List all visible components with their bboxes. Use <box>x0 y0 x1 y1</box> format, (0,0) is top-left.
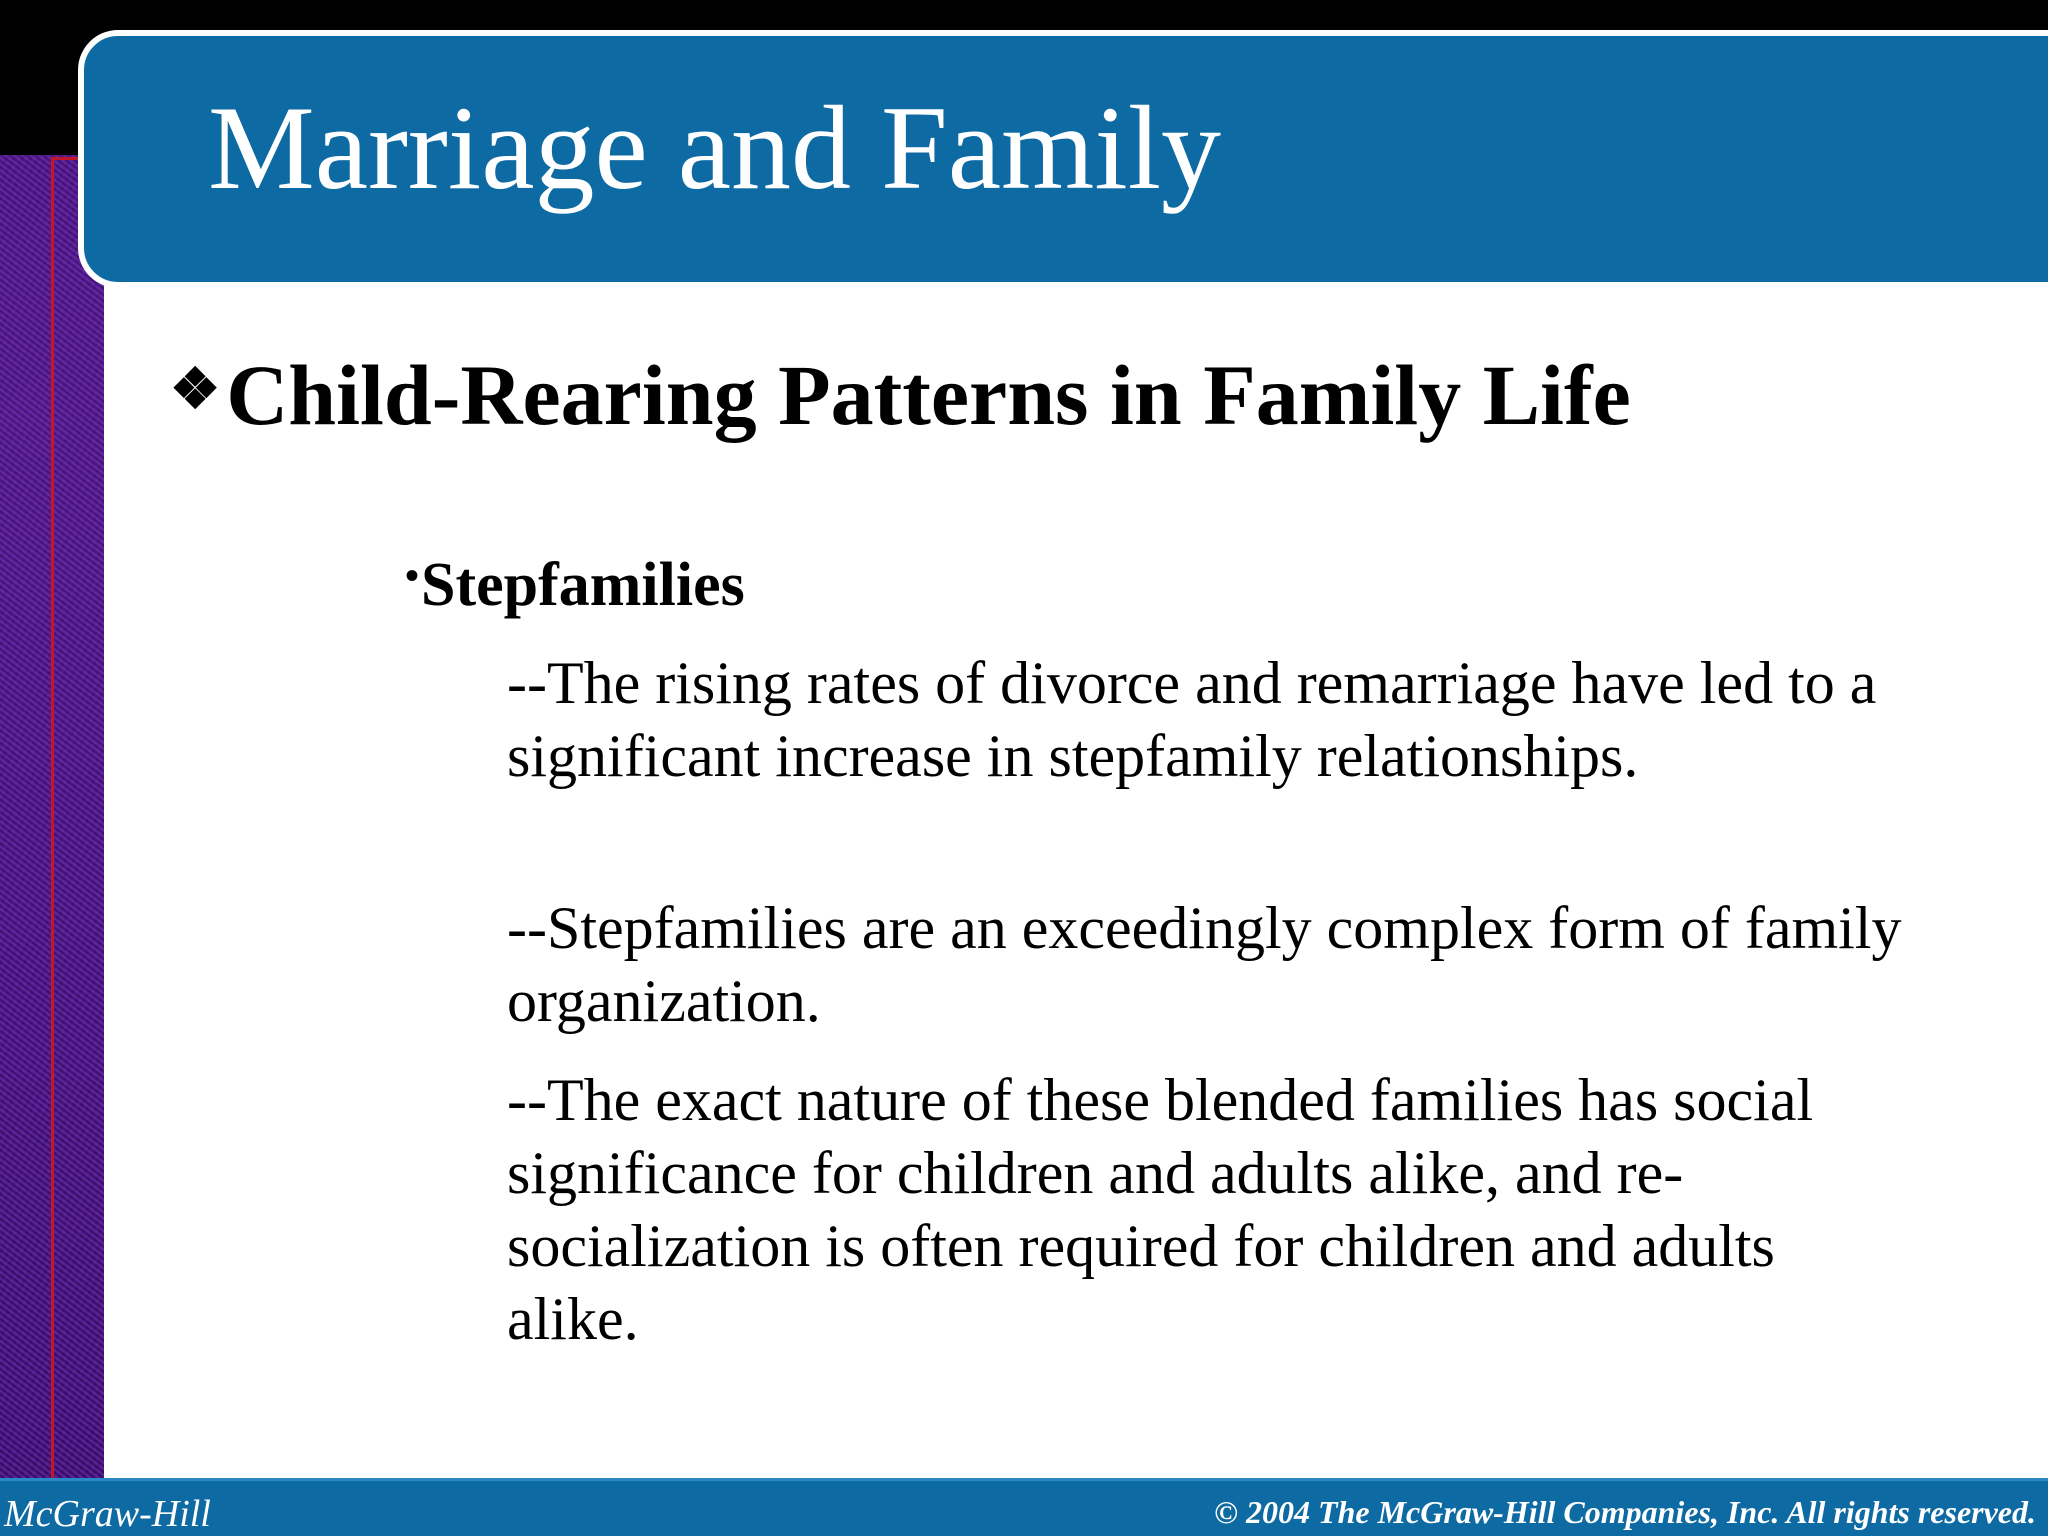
paragraph-2: --Stepfamilies are an exceedingly complex form of family organization. <box>507 895 1902 1034</box>
section-heading-text: Child-Rearing Patterns in Family Life <box>226 347 1631 443</box>
sub-bullet <box>405 548 745 622</box>
slide-title: Marriage and Family <box>208 81 1222 214</box>
sub-bullet-text: Stepfamilies <box>421 551 745 619</box>
paragraph-3: --The exact nature of these blended families has social significance for children and adults alike, and re-socialization is often required for children and adults alike. <box>507 1067 1814 1352</box>
dot-bullet-icon: • <box>405 553 420 598</box>
paragraph-1: --The rising rates of divorce and remarriage have led to a significant increase in stepfamily relationships. <box>507 650 1877 789</box>
copyright-notice: © 2004 The McGraw-Hill Companies, Inc. All rights reserved. <box>1214 1494 2036 1530</box>
publisher-name: McGraw-Hill <box>4 1493 211 1535</box>
accent-line-vertical <box>51 158 54 1486</box>
diamond-bullet-icon: ❖ <box>170 359 221 421</box>
section-heading <box>170 344 1631 447</box>
